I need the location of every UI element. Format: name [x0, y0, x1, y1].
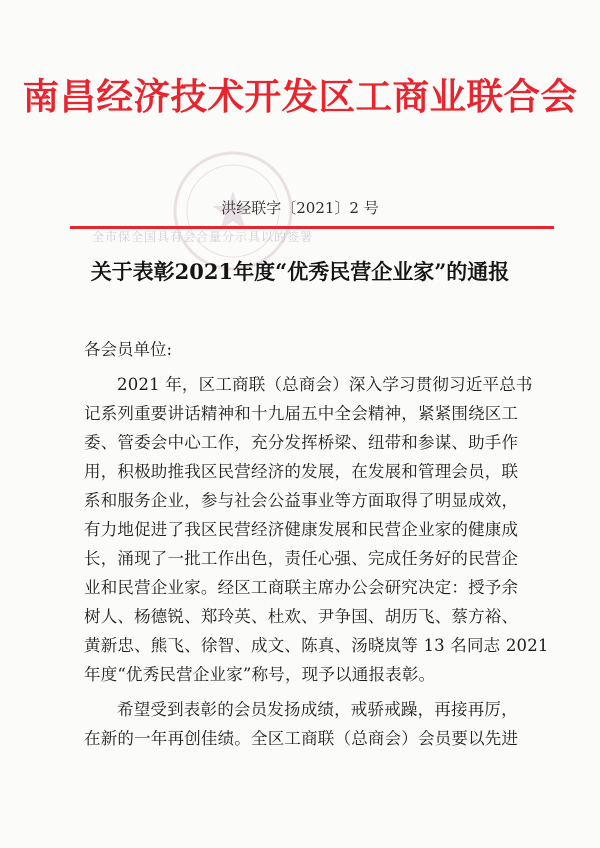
seal-bleed-text: 全市保全国具有会合量分示具以的签署	[92, 230, 314, 244]
notice-title: 关于表彰2021年度“优秀民营企业家”的通报	[90, 259, 510, 284]
body-line: 记系列重要讲话精神和十九届五中全会精神，紧紧围绕区工	[84, 404, 519, 423]
body-line: 长，涌现了一批工作出色，责任心强、完成任务好的民营企	[84, 549, 519, 568]
body-line: 树人、杨德锐、郑玲英、杜欢、尹争国、胡历飞、蔡方裕、	[84, 607, 519, 626]
document-number: 洪经联字〔2021〕2 号	[221, 199, 379, 217]
body-line: 2021 年，区工商联（总商会）深入学习贯彻习近平总书	[117, 375, 533, 394]
body-line: 委、管委会中心工作，充分发挥桥梁、纽带和参谋、助手作	[84, 433, 519, 452]
body-line: 年度“优秀民营企业家”称号，现予以通报表彰。	[84, 665, 436, 684]
body-line: 用，积极助推我区民营经济的发展，在发展和管理会员，联	[84, 462, 519, 481]
body-line: 黄新忠、熊飞、徐智、成文、陈真、汤晓岚等 13 名同志 2021	[84, 636, 549, 655]
body-line: 希望受到表彰的会员发扬成绩，戒骄戒躁，再接再厉，	[117, 700, 518, 719]
body-line: 系和服务企业，参与社会公益事业等方面取得了明显成效，	[84, 491, 519, 510]
body-line: 有力地促进了我区民营经济健康发展和民营企业家的健康成	[84, 520, 519, 539]
salutation: 各会员单位:	[84, 340, 173, 359]
body-line: 业和民营企业家。经区工商联主席办公会研究决定：授予余	[84, 578, 519, 597]
letterhead-title: 南昌经济技术开发区工商业联合会	[22, 75, 578, 118]
body-line: 在新的一年再创佳绩。全区工商联（总商会）会员要以先进	[84, 729, 519, 748]
